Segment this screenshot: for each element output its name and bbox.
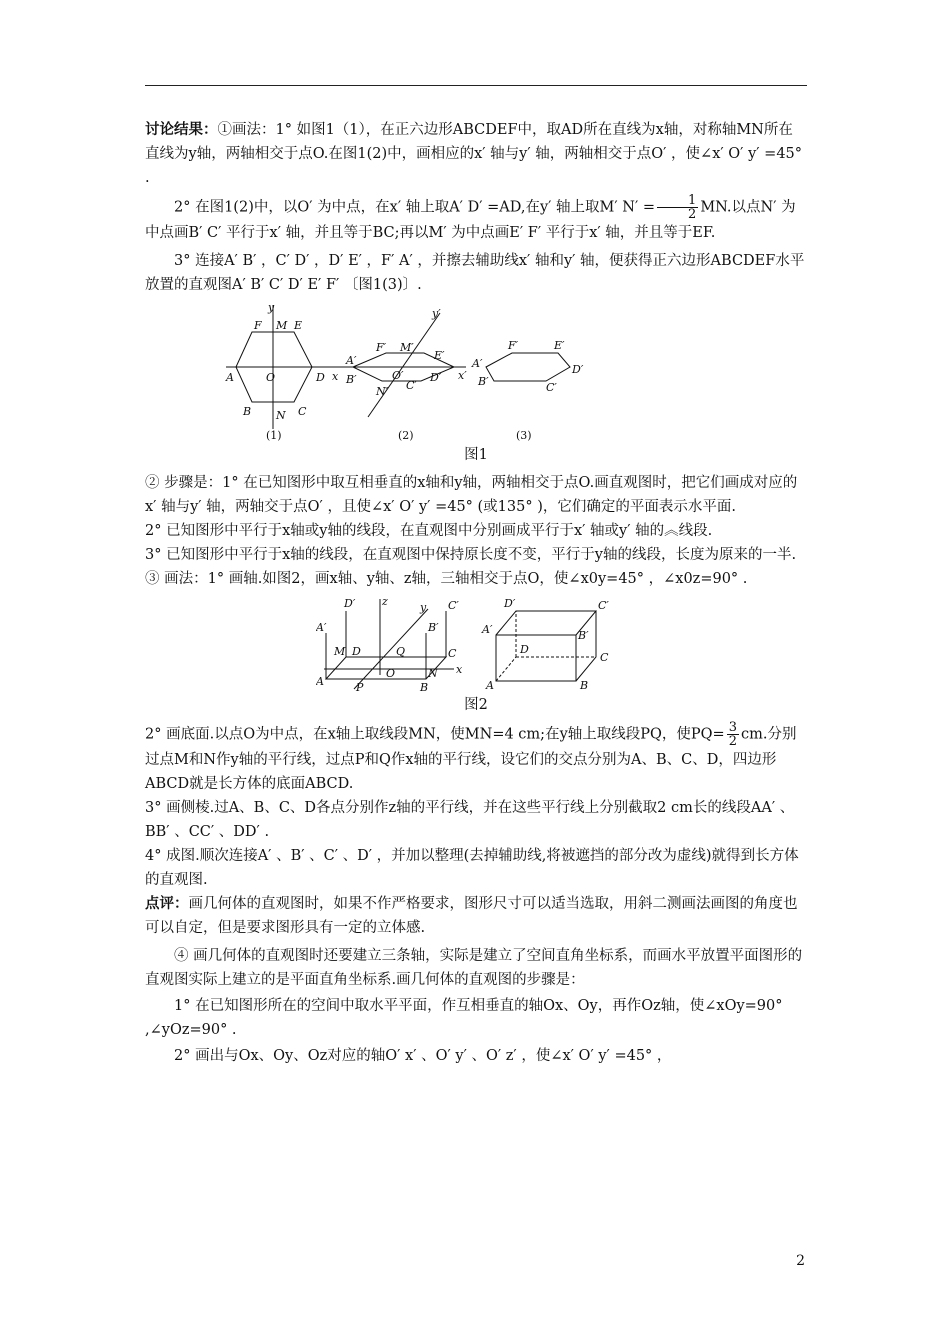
fig1-label: O′ — [392, 369, 404, 382]
fig2-label: C — [448, 647, 457, 660]
fig2-label: D′ — [504, 597, 516, 610]
fig2-label: B — [420, 681, 429, 691]
fig2-label: D′ — [344, 597, 356, 610]
fig1-label: y′ — [432, 307, 441, 320]
fig2-label: Q — [396, 645, 406, 658]
fig1-label: C′ — [546, 381, 557, 394]
fig1-label: B′ — [478, 375, 489, 388]
fig1-label: M′ — [400, 341, 414, 354]
fig2-label: P — [356, 681, 364, 691]
paragraph-1: 讨论结果：①画法：1° 如图1（1），在正六边形ABCDEF中，取AD所在直线为x轴，对称轴MN所在直线为y轴，两轴相交于点O.在图1(2)中，画相应的x′ 轴与y′ 轴，两轴相交于点O′ ，使∠x′ O′ y′ =45° . — [145, 121, 803, 186]
fig1-label: D′ — [572, 363, 584, 376]
fig2-label: C′ — [598, 599, 609, 612]
step-4: ③ 画法：1° 画轴.如图2，画x轴、y轴、z轴，三轴相交于点O，使∠x0y=45° ，∠x0z=90° . — [145, 571, 748, 587]
figure-1-caption: 图1 — [464, 447, 488, 463]
fig1-label: D — [316, 371, 325, 384]
fig1-label: D′ — [430, 371, 442, 384]
paragraph-t1: 2° 画底面.以点O为中点，在x轴上取线段MN，使MN=4 cm;在y轴上取线段PQ，使PQ= $\frac{3}{2}$ cm.分别过点M和N作y轴的平行线，过点P和Q作x轴的平行线，设它们的交点分别为A、B、C、D，四边形ABCD就是长方体的底面ABCD. — [145, 720, 797, 792]
page-number: 2 — [796, 1253, 805, 1269]
fig1-result-hexagon — [486, 353, 570, 381]
fig1-label: M — [276, 319, 288, 332]
fig1-sub-caption: (1) — [266, 429, 282, 441]
fig1-label: A′ — [472, 357, 483, 370]
fig2-label: M — [334, 645, 346, 658]
figure-2 — [316, 595, 636, 691]
comment: 点评：画几何体的直观图时，如果不作严格要求，图形尺寸可以适当选取，用斜二测画法画图的角度也可以自定，但是要求图形具有一定的立体感. — [145, 895, 798, 936]
fig2-label: A — [486, 679, 494, 691]
fig1-label: N — [276, 409, 286, 422]
fig2-label: y — [420, 601, 427, 614]
fig1-label: O — [266, 371, 276, 384]
fig1-label: x — [332, 370, 339, 383]
step-2: 2° 已知图形中平行于x轴或y轴的线段，在直观图中分别画成平行于x′ 轴或y′ 轴的︽线段. — [145, 523, 713, 539]
fig2-label: A′ — [316, 621, 327, 634]
paragraph-t2: 3° 画侧棱.过A、B、C、D各点分别作z轴的平行线，并在这些平行线上分别截取2 cm长的线段AA′ 、BB′ 、CC′ 、DD′ . — [145, 800, 795, 840]
fig1-label: B′ — [346, 373, 357, 386]
fig2-label: B′ — [578, 629, 589, 642]
step-1: ② 步骤是：1° 在已知图形中取互相垂直的x轴和y轴，两轴相交于点O.画直观图时，把它们画成对应的x′ 轴与y′ 轴，两轴交于点O′ ，且使∠x′ O′ y′ =45° (或135° )，它们确定的平面表示水平面. — [145, 475, 798, 515]
figure-2-caption: 图2 — [464, 697, 488, 713]
paragraph-t3: 4° 成图.顺次连接A′ 、B′ 、C′ 、D′ ，并加以整理(去掉辅助线,将被遮挡的部分改为虚线)就得到长方体的直观图. — [145, 848, 799, 888]
fig1-label: C′ — [406, 379, 417, 392]
fig1-label: F — [254, 319, 262, 332]
paragraph-3: 3° 连接A′ B′ ，C′ D′ ，D′ E′ ，F′ A′ ，并擦去辅助线x′ 轴和y′ 轴，便获得正六边形ABCDEF水平放置的直观图A′ B′ C′ D′ E′ F′ 〔图1(3)〕. — [145, 253, 805, 293]
paragraph-2: 2° 在图1(2)中，以O′ 为中点，在x′ 轴上取A′ D′ =AD,在y′ 轴上取M′ N′ = $\frac{1}{2}$ MN.以点N′ 为中点画B′ C′ 平行于x′ 轴，并且等于BC;再以M′ 为中点画E′ F′ 平行于x′ 轴，并且等于EF. — [145, 193, 796, 241]
fig1-label: E′ — [434, 349, 445, 362]
fraction-half: $\frac{1}{2}$ — [657, 194, 698, 221]
fig2-label: C′ — [448, 599, 459, 612]
paragraph-c4: 2° 画出与Ox、Oy、Oz对应的轴O′ x′ 、O′ y′ 、O′ z′ ，使∠x′ O′ y′ =45° ， — [174, 1048, 672, 1064]
fig1-y2-axis — [368, 313, 440, 417]
page-content — [145, 118, 807, 1068]
figure-1 — [216, 301, 736, 441]
fig2-label: D — [352, 645, 361, 658]
discussion-title: 讨论结果： — [145, 121, 218, 138]
fig2-label: D — [520, 643, 529, 656]
fig1-label: E′ — [554, 339, 565, 352]
comment-title: 点评： — [145, 895, 189, 912]
fig1-label: E — [294, 319, 303, 332]
fig2-label: C — [600, 651, 609, 664]
fraction-three-halves: $\frac{3}{2}$ — [728, 720, 737, 749]
fig1-label: F′ — [376, 341, 387, 354]
fig1-label: y — [268, 301, 275, 314]
fig1-sub-caption: (2) — [398, 429, 414, 441]
fig1-label: F′ — [508, 339, 519, 352]
fig1-label: A′ — [346, 354, 357, 367]
fig2-label: x — [456, 663, 463, 676]
fig1-sub-caption: (3) — [516, 429, 532, 441]
paragraph-c2: ④ 画几何体的直观图时还要建立三条轴，实际是建立了空间直角坐标系，而画水平放置平面图形的直观图实际上建立的是平面直角坐标系.画几何体的直观图的步骤是： — [145, 948, 803, 988]
fig2-label: O — [386, 667, 396, 680]
fig1-label: A — [226, 371, 234, 384]
fig2-label: N — [428, 667, 438, 680]
header-rule — [145, 85, 807, 86]
fig2-label: B — [580, 679, 589, 691]
fig2-label: z — [382, 595, 388, 608]
step-3: 3° 已知图形中平行于x轴的线段，在直观图中保持原长度不变，平行于y轴的线段，长度为原来的一半. — [145, 547, 797, 563]
fig2-label: A′ — [482, 623, 493, 636]
fig2-label: A — [316, 675, 324, 688]
fig1-label: N′ — [376, 385, 389, 398]
paragraph-c3: 1° 在已知图形所在的空间中取水平平面，作互相垂直的轴Ox、Oy，再作Oz轴，使∠xOy=90° ,∠yOz=90° . — [145, 998, 783, 1038]
fig2-cuboid-front — [496, 635, 576, 681]
fig1-label: B — [243, 405, 252, 418]
fig2-label: B′ — [428, 621, 439, 634]
fig1-label: x′ — [458, 369, 467, 382]
fig1-label: C — [298, 405, 307, 418]
